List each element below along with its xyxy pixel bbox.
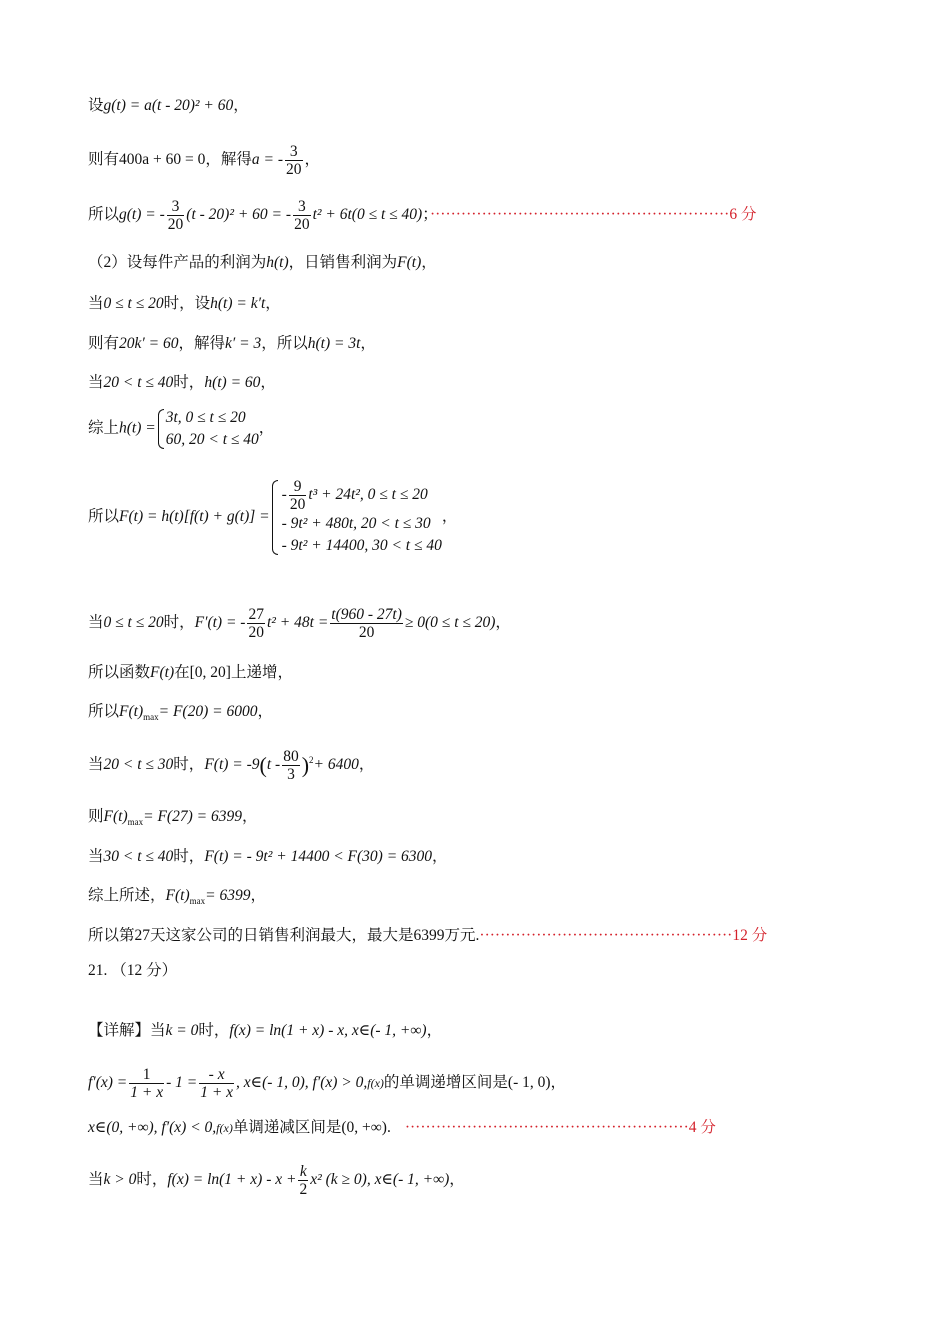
math: [0, 20] (189, 664, 231, 681)
math: x² (k ≥ 0), x∈(- 1, +∞) (310, 1171, 450, 1189)
math: k′ = 3 (225, 335, 262, 352)
case: - 9t² + 14400, 30 < t ≤ 40 (281, 537, 442, 554)
numerator: 3 (167, 198, 185, 216)
math: 20 < t ≤ 40 (103, 374, 174, 391)
text: 所以 (88, 508, 120, 526)
text: ， (257, 703, 273, 720)
line-case1-h (88, 293, 281, 315)
text: ， (250, 887, 266, 904)
text: ， (260, 374, 276, 391)
text: ，解得 (178, 335, 226, 352)
subscript: max (189, 896, 206, 907)
text: ， (495, 614, 511, 632)
text: 时， (173, 756, 205, 774)
text: ， (358, 756, 375, 774)
line-case-30-40 (88, 846, 448, 868)
denominator: 20 (358, 624, 375, 641)
fraction (293, 198, 311, 233)
math: k = 0 (165, 1022, 199, 1039)
text: （2）设每件产品的利润为 (88, 254, 267, 271)
text: 当 (88, 374, 104, 391)
math: F(t) = -9 (204, 756, 260, 774)
numerator: t(960 - 27t) (331, 606, 402, 623)
math: 20 < t ≤ 30 (103, 756, 174, 774)
fraction (129, 1066, 164, 1101)
math: x∈(0, +∞), f′(x) < 0, (88, 1119, 217, 1136)
line-g-result (88, 198, 756, 233)
math: a = - (251, 151, 284, 169)
math: = F(20) = 6000 (158, 703, 258, 720)
denominator: 20 (248, 624, 264, 641)
denominator: 20 (167, 216, 184, 233)
line-define-g (88, 95, 249, 117)
math: 30 < t ≤ 40 (103, 848, 174, 865)
math: = F(27) = 6399 (143, 808, 242, 825)
math: F(t) (103, 808, 128, 825)
math: t³ + 24t², 0 ≤ t ≤ 20 (308, 486, 428, 504)
question-heading (88, 960, 177, 982)
math: h(t) = k′t (210, 295, 266, 312)
fraction (289, 478, 307, 513)
score-marker: ·······················································4 分 (404, 1119, 716, 1136)
line-max-27 (88, 806, 257, 833)
math: F(t) (150, 664, 175, 681)
math: t - (266, 756, 281, 774)
text: ， (360, 335, 376, 352)
superscript: 2 (309, 754, 314, 765)
denominator: 20 (289, 496, 306, 513)
text: 时， (173, 374, 205, 391)
denominator: 20 (294, 216, 310, 233)
text: ， (421, 254, 437, 271)
text: 单调递减区间是 (232, 1119, 342, 1136)
text: ， (233, 97, 249, 114)
line-Fprime (88, 606, 511, 641)
paren: ) (301, 752, 310, 778)
text: ， (241, 808, 258, 825)
text: 的单调递增区间是 (383, 1074, 508, 1092)
text: ， (265, 295, 281, 312)
piecewise-brace (156, 407, 259, 451)
text: 21. （12 分） (88, 962, 178, 979)
text: . (386, 1119, 391, 1136)
case: 3t, 0 ≤ t ≤ 20 (165, 409, 246, 426)
math: (0, +∞) (341, 1119, 387, 1136)
line-solve-k (88, 333, 376, 355)
numerator: 9 (289, 478, 307, 496)
math: (- 1, 0) (507, 1074, 551, 1092)
text: 所以 (88, 206, 120, 224)
text: 则 (88, 808, 104, 825)
math: F′(t) = - (194, 614, 246, 632)
text: 所以 (88, 703, 120, 720)
math: = 6399 (205, 887, 251, 904)
line-increasing (88, 662, 293, 684)
line-F-piecewise (88, 478, 457, 557)
score-marker: ··························································6 分 (429, 206, 757, 224)
text: 万元. (444, 927, 480, 944)
text: ， (441, 508, 458, 526)
text: 当 (88, 1171, 104, 1189)
math: 27 (134, 927, 151, 944)
numerator: k (299, 1163, 307, 1180)
text: ， (304, 151, 321, 169)
fraction (298, 1163, 308, 1198)
denominator: 2 (299, 1181, 308, 1198)
fraction (282, 748, 300, 783)
math: (t - 20)² + 60 = - (186, 206, 292, 224)
math: F(t) = - 9t² + 14400 < F(30) = 6300 (204, 848, 433, 865)
math: h(t) = (119, 419, 156, 437)
line-solve-a (88, 143, 320, 178)
line-max-20 (88, 701, 273, 728)
text: 则有 (88, 151, 120, 169)
math: F(t) (397, 254, 422, 271)
line-conclusion-max (88, 885, 266, 912)
math: F(t) (165, 887, 190, 904)
math: f(x) = ln(1 + x) - x + (167, 1171, 297, 1189)
line-detail-k0 (88, 1020, 442, 1042)
text: 则有 (88, 335, 120, 352)
text: 所以第 (88, 927, 135, 944)
case (282, 478, 442, 513)
subscript: max (143, 712, 159, 723)
math: 20k′ = 60 (119, 335, 179, 352)
math: F(t) (119, 703, 144, 720)
math: t² + 6t(0 ≤ t ≤ 40) (312, 206, 423, 224)
numerator: 3 (285, 143, 303, 161)
math: h(t) (266, 254, 289, 271)
math: F(t) = h(t)[f(t) + g(t)] = (119, 508, 270, 526)
math: , x∈(- 1, 0), f′(x) > 0, (236, 1074, 368, 1092)
text: 上递增， (230, 664, 293, 681)
case: - 9t² + 480t, 20 < t ≤ 30 (281, 515, 431, 532)
math: t² + 48t = (266, 614, 329, 632)
math: h(t) = 60 (204, 374, 261, 391)
numerator: 3 (293, 198, 311, 216)
math: 0 ≤ t ≤ 20 (103, 295, 164, 312)
denominator: 1 + x (130, 1084, 164, 1101)
line-fprime-increase (88, 1066, 566, 1101)
text: ，解得 (205, 151, 252, 169)
detail-label: 【详解】 (88, 1022, 151, 1039)
denominator: 3 (287, 766, 295, 783)
line-case-k-positive (88, 1163, 465, 1198)
math: k > 0 (103, 1171, 137, 1189)
math: f(x) (367, 1076, 384, 1091)
math: 400a + 60 = 0 (119, 151, 206, 169)
math: 6399 (413, 927, 445, 944)
math: ≥ 0(0 ≤ t ≤ 20) (404, 614, 496, 632)
text: 时， (198, 1022, 230, 1039)
text: ， (550, 1074, 567, 1092)
denominator: 20 (286, 161, 302, 178)
fraction (285, 143, 303, 178)
fraction (330, 606, 403, 641)
case: 60, 20 < t ≤ 40 (165, 431, 259, 448)
numerator: - x (199, 1066, 234, 1084)
fraction (247, 606, 265, 641)
text: 当 (150, 1022, 166, 1039)
numerator: 80 (283, 748, 299, 765)
text: ，日销售利润为 (288, 254, 398, 271)
text: ， (449, 1171, 465, 1189)
text: 在 (174, 664, 190, 681)
line-fprime-decrease (88, 1117, 716, 1139)
text: 设 (88, 97, 104, 114)
math: 0 ≤ t ≤ 20 (103, 614, 164, 632)
text: 时， (136, 1171, 168, 1189)
text: 当 (88, 295, 104, 312)
math: f(x) = ln(1 + x) - x, x∈(- 1, +∞) (229, 1022, 427, 1039)
text: - (281, 486, 287, 504)
math: + 6400 (313, 756, 359, 774)
subscript: max (127, 817, 144, 828)
line-part2-intro (88, 252, 437, 274)
text: 时，设 (163, 295, 211, 312)
line-case-20-30 (88, 748, 374, 783)
text: 综上所述， (88, 887, 166, 904)
text: 当 (88, 614, 104, 632)
denominator: 1 + x (200, 1084, 234, 1101)
numerator: 27 (248, 606, 264, 623)
text: ， (432, 848, 448, 865)
text: ， (426, 1022, 443, 1039)
text: 所以函数 (88, 664, 151, 681)
fraction (167, 198, 185, 233)
text: 综上 (88, 419, 120, 437)
fraction (199, 1066, 234, 1101)
math: g(t) = - (119, 206, 165, 224)
text: 当 (88, 848, 104, 865)
math: f′(x) = (88, 1074, 128, 1092)
text: ， (258, 419, 275, 437)
numerator: 1 (129, 1066, 164, 1084)
math: - 1 = (166, 1074, 198, 1092)
text: ； (422, 206, 430, 224)
math: h(t) = 3t (307, 335, 361, 352)
line-h-piecewise (88, 407, 274, 451)
text: 时， (173, 848, 205, 865)
line-final-answer (88, 925, 767, 947)
text: 当 (88, 756, 104, 774)
line-case2-h (88, 372, 276, 394)
text: 时， (163, 614, 195, 632)
text: 天这家公司的日销售利润最大，最大是 (150, 927, 414, 944)
score-marker: ·················································12 分 (479, 927, 768, 944)
piecewise-brace (270, 478, 442, 557)
math: g(t) = a(t - 20)² + 60 (103, 97, 234, 114)
text: ，所以 (261, 335, 308, 352)
paren: ( (259, 752, 267, 778)
math: f(x) (216, 1121, 233, 1135)
